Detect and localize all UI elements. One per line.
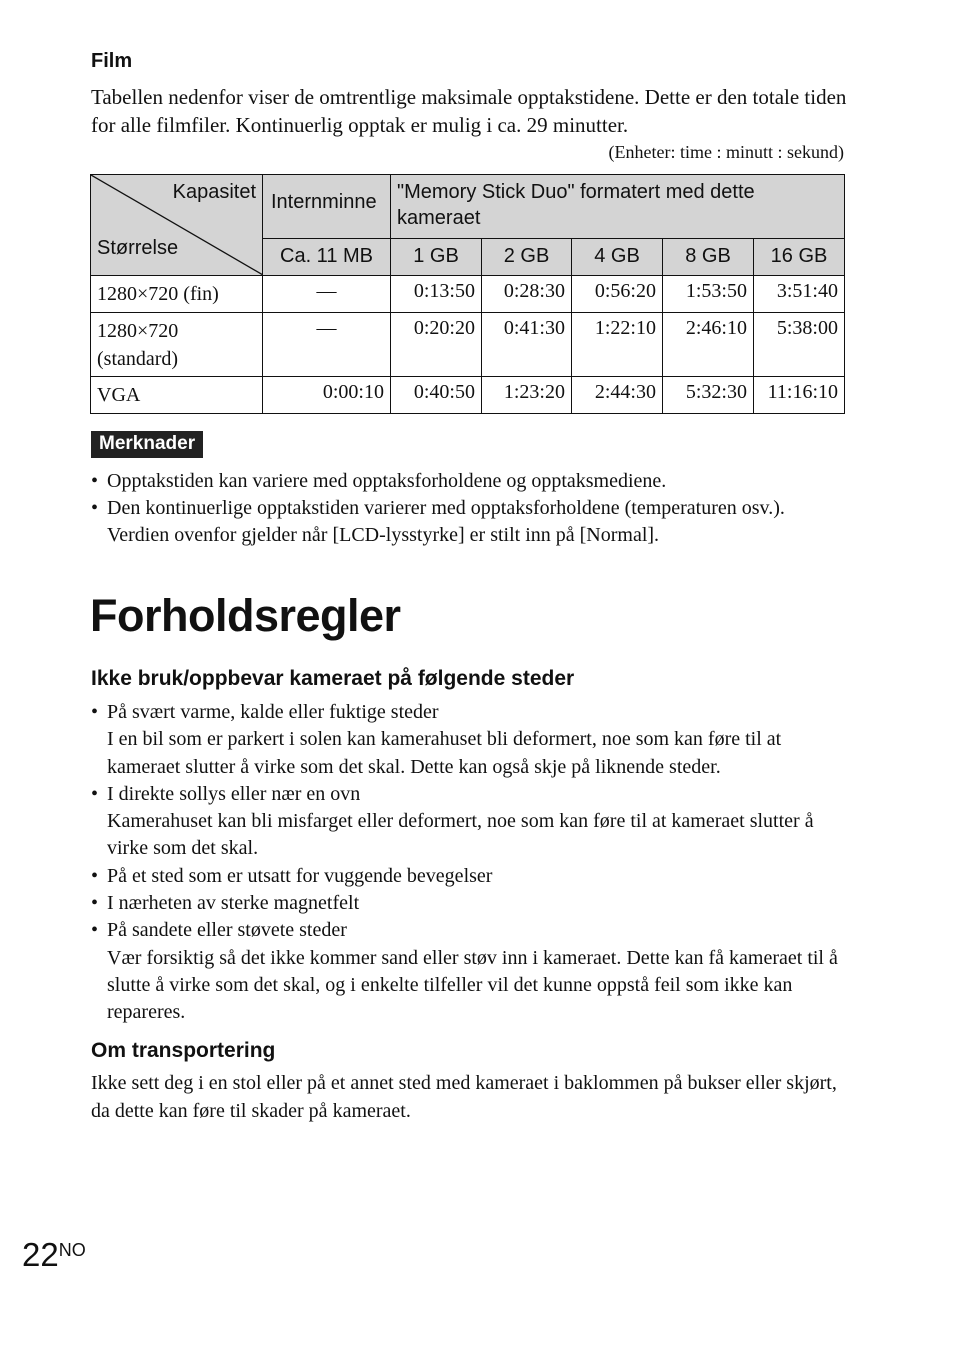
- transport-text: Ikke sett deg i en stol eller på et annet sted med kameraet i baklommen på bukser eller skjørt, da dette kan føre til skader på kameraet.: [91, 1072, 837, 1122]
- table-row: [91, 377, 845, 414]
- table-cell: 1:23:20: [482, 377, 572, 414]
- film-intro-text: Tabellen nedenfor viser de omtrentlige maksimale opptakstidene. Dette er den totale tiden for alle filmfiler. Kontinuerlig opptak er mulig i ca. 29 minutter.: [91, 85, 847, 137]
- list-item-title: • På sandete eller støvete steder: [107, 919, 347, 942]
- table-cell: 5:32:30: [663, 377, 754, 414]
- capacity-header: 16 GB: [754, 239, 845, 276]
- capacity-header: 4 GB: [572, 239, 663, 276]
- table-cell: 3:51:40: [754, 276, 845, 313]
- internal-memory-header: Internminne: [263, 175, 391, 239]
- table-row: [91, 313, 845, 377]
- list-item-detail: I en bil som er parkert i solen kan kamerahuset bli deformert, noe som kan føre til at kameraet slutter å virke som det skal. Dette kan også skje på liknende steder.: [107, 728, 782, 778]
- list-item-detail: Kamerahuset kan bli misfarget eller deformert, noe som kan føre til at kameraet slutter å virke som det skal.: [107, 810, 814, 860]
- row-label: 1280×720 (standard): [91, 313, 263, 377]
- places-list: [91, 699, 851, 1027]
- list-item: [91, 863, 851, 890]
- table-cell: 5:38:00: [754, 313, 845, 377]
- list-item-title: • På svært varme, kalde eller fuktige steder: [107, 701, 439, 723]
- table-cell: 1:22:10: [572, 313, 663, 377]
- table-cell: 11:16:10: [754, 377, 845, 414]
- list-item: [91, 781, 851, 863]
- table-corner-header: [91, 175, 263, 276]
- table-cell: 2:46:10: [663, 313, 754, 377]
- table-cell: 0:41:30: [482, 313, 572, 377]
- section-title: Forholdsregler: [90, 590, 401, 641]
- list-item: • Opptakstiden kan variere med opptaksforholdene og opptaksmediene.: [91, 468, 851, 495]
- corner-size-label: Størrelse: [97, 237, 179, 259]
- list-item: [91, 699, 851, 781]
- notes-badge: Merknader: [91, 431, 203, 458]
- page-number-value: 22: [22, 1236, 59, 1273]
- list-item-detail: Vær forsiktig så det ikke kommer sand eller støv inn i kameraet. Dette kan få kameraet til å slutte å virke som det skal, og i enkelte tilfeller vil det kunne oppstå feil som ikke kan repareres.: [107, 946, 838, 1024]
- page-number: [22, 1236, 86, 1274]
- capacity-header: 8 GB: [663, 239, 754, 276]
- table-cell: 0:00:10: [263, 377, 391, 414]
- table-cell: 0:56:20: [572, 276, 663, 313]
- table-row: [91, 276, 845, 313]
- table-cell: 0:13:50: [391, 276, 482, 313]
- row-label: 1280×720 (fin): [91, 276, 263, 313]
- table-cell: —: [263, 276, 391, 313]
- capacity-header: 1 GB: [391, 239, 482, 276]
- transport-heading: Om transportering: [91, 1039, 276, 1062]
- list-item-title: • I direkte sollys eller nær en ovn: [107, 782, 361, 805]
- notes-list: [91, 468, 851, 549]
- page-language-code: NO: [58, 1240, 86, 1260]
- places-heading: Ikke bruk/oppbevar kameraet på følgende steder: [91, 667, 575, 690]
- list-item: [91, 890, 851, 917]
- units-note: (Enheter: time : minutt : sekund): [608, 142, 844, 162]
- capacity-header: Ca. 11 MB: [263, 239, 391, 276]
- corner-capacity-label: Kapasitet: [172, 181, 256, 203]
- film-heading: Film: [91, 50, 133, 72]
- table-cell: 0:40:50: [391, 377, 482, 414]
- table-cell: 0:28:30: [482, 276, 572, 313]
- list-item-title: • På et sted som er utsatt for vuggende bevegelser: [107, 864, 493, 887]
- list-item: [91, 917, 851, 1026]
- capacity-header: 2 GB: [482, 239, 572, 276]
- memory-stick-header: "Memory Stick Duo" formatert med dette kameraet: [391, 175, 845, 239]
- recording-time-table: [90, 174, 845, 414]
- table-cell: 2:44:30: [572, 377, 663, 414]
- list-item-title: • I nærheten av sterke magnetfelt: [107, 892, 360, 915]
- table-cell: 0:20:20: [391, 313, 482, 377]
- table-cell: —: [263, 313, 391, 377]
- table-cell: 1:53:50: [663, 276, 754, 313]
- list-item: • Den kontinuerlige opptakstiden varierer med opptaksforholdene (temperaturen osv.). Verdien ovenfor gjelder når [LCD-lysstyrke] er stilt inn på [Normal].: [91, 495, 851, 549]
- row-label: VGA: [91, 377, 263, 414]
